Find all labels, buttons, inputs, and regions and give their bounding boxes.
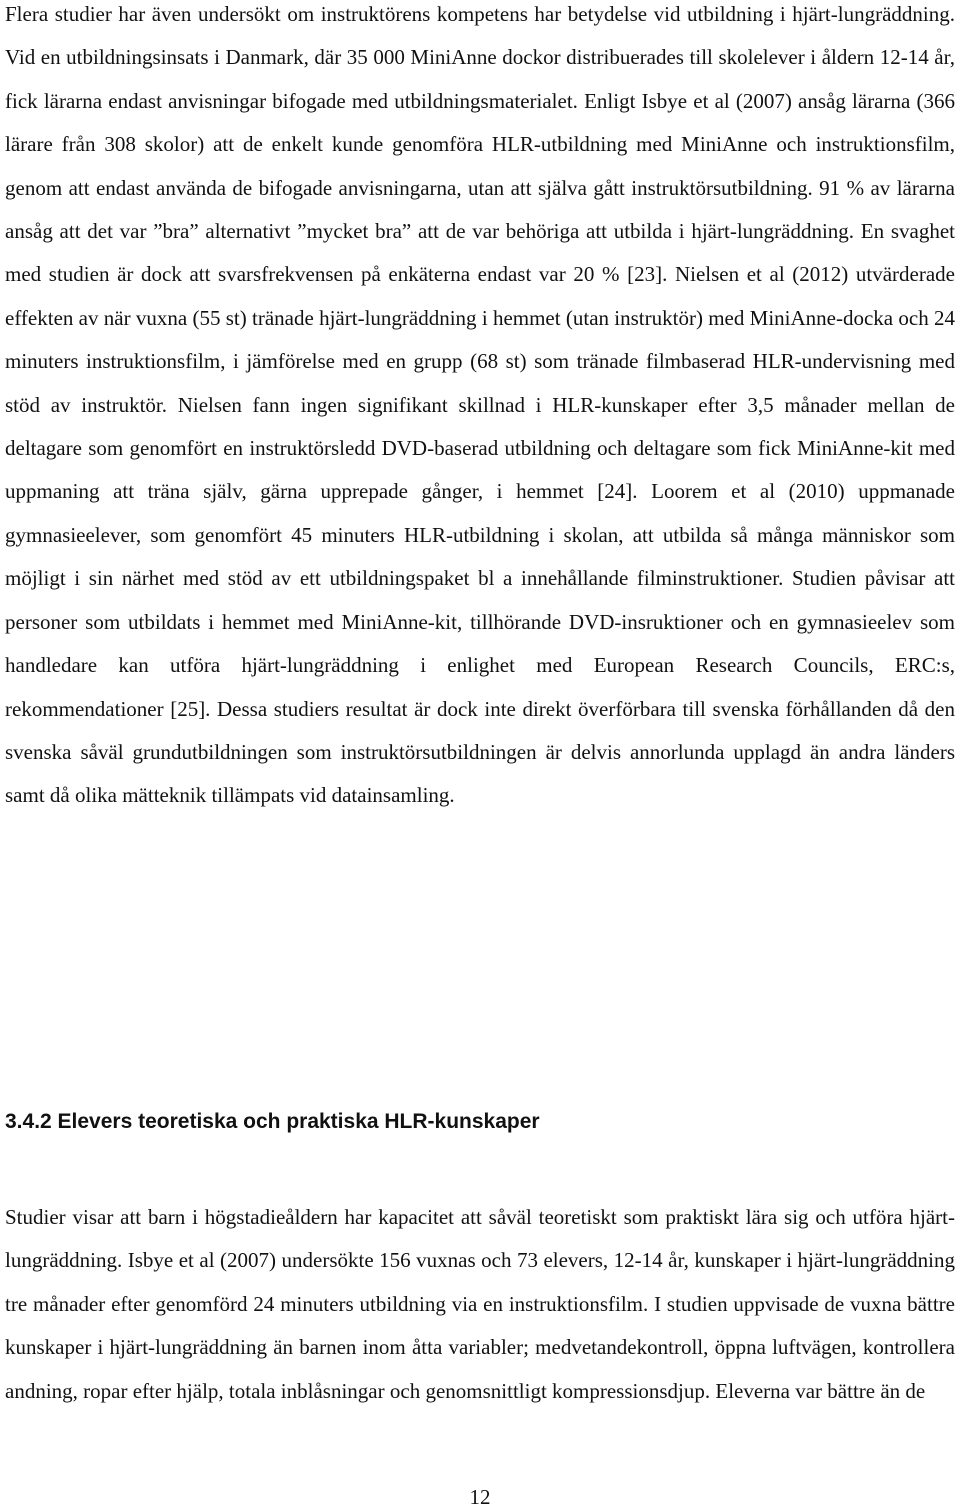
section-heading: 3.4.2 Elevers teoretiska och praktiska HLR-kunskaper xyxy=(5,1110,540,1133)
body-paragraph: Studier visar att barn i högstadieåldern har kapacitet att såväl teoretiskt som praktiskt lära sig och utföra hjärt-lungräddning. Isbye et al (2007) undersökte 156 vuxnas och 73 elevers, 12-14 år, kunskaper i hjärt-lungräddning tre månader efter genomförd 24 minuters utbildning via en instruktionsfilm. I studien uppvisade de vuxna bättre kunskaper i hjärt-lungräddning än barnen inom åtta variabler; medvetandekontroll, öppna luftvägen, kontrollera andning, ropar efter hjälp, totala inblåsningar och genomsnittligt kompressionsdjup. Eleverna var bättre än de xyxy=(5,1205,955,1403)
body-paragraph: Flera studier har även undersökt om instruktörens kompetens har betydelse vid utbildning i hjärt-lungräddning. Vid en utbildningsinsats i Danmark, där 35 000 MiniAnne dockor distribuerades till skolelever i åldern 12-14 år, fick lärarna endast anvisningar bifogade med utbildningsmaterialet. Enligt Isbye et al (2007) ansåg lärarna (366 lärare från 308 skolor) att de enkelt kunde genomföra HLR-utbildning med MiniAnne och instruktionsfilm, genom att endast använda de bifogade anvisningarna, utan att själva gått instruktörsutbildning. 91 % av lärarna ansåg att det var ”bra” alternativt ”mycket bra” att de var behöriga att utbilda i hjärt-lungräddning. En svaghet med studien är dock att svarsfrekvensen på enkäterna endast var 20 % [23]. Nielsen et al (2012) utvärderade effekten av när vuxna (55 st) tränade hjärt-lungräddning i hemmet (utan instruktör) med MiniAnne-docka och 24 minuters instruktionsfilm, i jämförelse med en grupp (68 st) som tränade filmbaserad HLR-undervisning med stöd av instruktör. Nielsen fann ingen signifikant skillnad i HLR-kunskaper efter 3,5 månader mellan de deltagare som genomfört en instruktörsledd DVD-baserad utbildning och deltagare som fick MiniAnne-kit med uppmaning att träna själv, gärna upprepade gånger, i hemmet [24]. Loorem et al (2010) uppmanade gymnasieelever, som genomfört 45 minuters HLR-utbildning i skolan, att utbilda så många människor som möjligt i sin närhet med stöd av ett utbildningspaket bl a innehållande filminstruktioner. Studien påvisar att personer som utbildats i hemmet med MiniAnne-kit, tillhörande DVD-insruktioner och en gymnasieelev som handledare kan utföra hjärt-lungräddning i enlighet med European Research Councils, ERC:s, rekommendationer [25]. Dessa studiers resultat är dock inte direkt överförbara till svenska förhållanden då den svenska såväl grundutbildningen som instruktörsutbildningen är delvis annorlunda upplagd än andra länders samt då olika mätteknik tillämpats vid datainsamling. xyxy=(5,2,955,808)
page-number: 12 xyxy=(469,1485,491,1509)
